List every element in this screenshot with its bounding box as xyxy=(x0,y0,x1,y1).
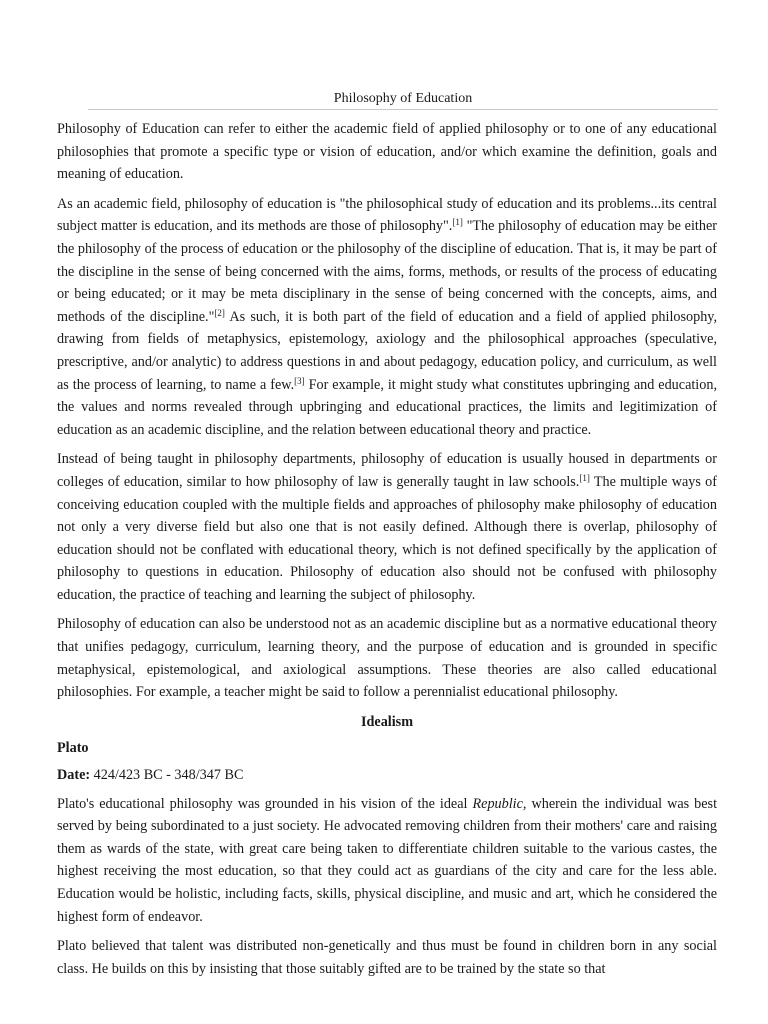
normative-theory-paragraph: Philosophy of education can also be understood not as an academic discipline but as a normative educational theory that unifies pedagogy, curriculum, learning theory, and the purpose of education and is grounded in specific metaphysical, epistemological, and axiological assumptions. These theories are also called educational philosophies. For example, a teacher might be said to follow a perennialist educational philosophy. xyxy=(57,616,717,701)
plato-paragraph-2: Plato believed that talent was distributed non-genetically and thus must be found in children born in any social class. He builds on this by insisting that those suitably gifted are to be trained by the state so that xyxy=(57,938,717,977)
citation-1[interactable]: [1] xyxy=(452,217,463,228)
paragraph-text: "The philosophy of education may be either the philosophy of the process of education or the philosophy of the discipline of education. That is, it may be part of the discipline in the sense of being concerned with the aims, forms, methods, or results of the process of educating or being educated; or it may be meta disciplinary in the sense of being concerned with the concepts, aims, and methods of the discipline." xyxy=(57,218,717,325)
document-body xyxy=(57,118,717,987)
paragraph-text: , wherein the individual was best served by being subordinated to a just society. He advocated removing children from their mothers' care and raising them as wards of the state, with great care being taken to differentiate children suitable to the various castes, the highest receiving the most education, so that they could act as guardians of the city and care for the less able. Education would be holistic, including facts, skills, physical discipline, and music and art, which he considered the highest form of endeavor. xyxy=(57,795,718,925)
paragraph-text: Plato's educational philosophy was grounded in his vision of the ideal xyxy=(57,795,473,812)
republic-title: Republic xyxy=(472,795,523,812)
academic-field-paragraph xyxy=(57,193,717,442)
paragraph-text: As such, it is both part of the field of education and a field of applied philosophy, drawing from fields of metaphysics, epistemology, axiology and the philosophical approaches (speculative, prescriptive, and/or analytic) to address questions in and about pedagogy, education policy, and curriculum, as well as the process of learning, to name a few. xyxy=(57,308,718,393)
paragraph-text: As an academic field, philosophy of education is "the philosophical study of education and its problems...its central subject matter is education, and its methods are those of philosophy". xyxy=(57,195,717,235)
date-label: Date: xyxy=(57,767,91,784)
paragraph-text: For example, it might study what constitutes upbringing and education, the values and norms revealed through upbringing and educational practices, the limits and legitimization of education as an academic discipline, and the relation between educational theory and practice. xyxy=(57,376,717,438)
plato-date-line xyxy=(57,764,717,787)
intro-paragraph: Philosophy of Education can refer to either the academic field of applied philosophy or to one of any educational philosophies that promote a specific type or vision of education, and/or which examine the definition, goals and meaning of education. xyxy=(57,121,717,183)
subsection-heading-plato: Plato xyxy=(57,740,89,757)
departments-paragraph xyxy=(57,448,717,606)
section-heading-idealism: Idealism xyxy=(360,713,414,730)
plato-paragraph-1 xyxy=(57,793,717,929)
date-value: 424/423 BC - 348/347 BC xyxy=(90,767,244,784)
citation-1[interactable]: [1] xyxy=(579,472,590,483)
citation-2[interactable]: [2] xyxy=(214,307,225,318)
paragraph-text: The multiple ways of conceiving education coupled with the multiple fields and approaches of philosophy make philosophy of education not only a very diverse field but also one that is not easily defined. Although there is overlap, philosophy of education should not be conflated with educational theory, which is not defined specifically by the application of philosophy to questions in education. Philosophy of education also should not be confused with philosophy education, the practice of teaching and learning the subject of philosophy. xyxy=(57,473,717,603)
document-title: Philosophy of Education xyxy=(88,90,718,110)
citation-3[interactable]: [3] xyxy=(294,375,305,386)
paragraph-text: Instead of being taught in philosophy departments, philosophy of education is usually housed in departments or colleges of education, similar to how philosophy of law is generally taught in law schools. xyxy=(57,451,717,490)
